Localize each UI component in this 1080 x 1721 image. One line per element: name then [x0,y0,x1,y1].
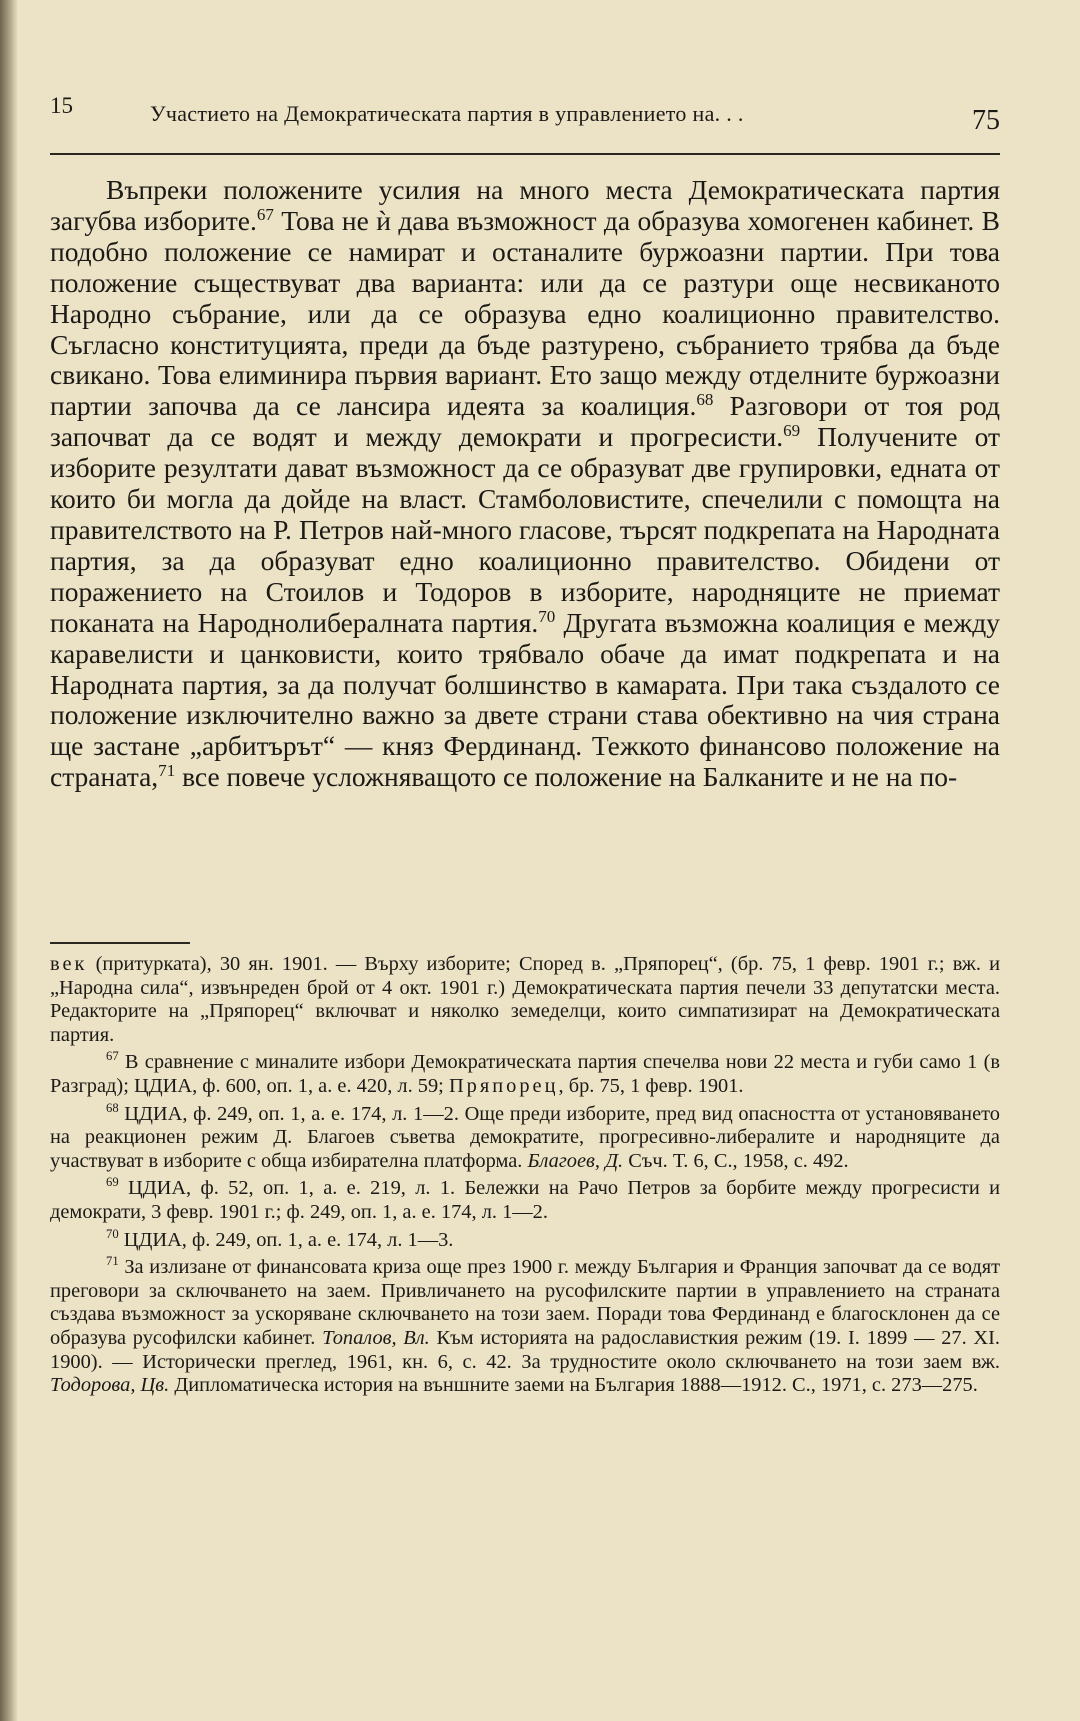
footnote-ref-71: 71 [158,761,176,781]
text-span: , бр. 75, 1 февр. 1901. [558,1074,744,1097]
text-span: В сравнение с миналите избори Демократическата партия спечелва нови 22 места и губи само 1 (в Разград); ЦДИА, ф. 600, оп. 1, а. е. 420, л. 59; [50,1051,1000,1097]
text-span: (притурката), 30 ян. 1901. — Върху изборите; Според в. „Пряпорец“, (бр. 75, 1 февр. 1901 г.; вж. и „Народна сила“, извънреден брой от 4 окт. 1901 г.) Демократическата партия печели 33 депутатски места. Редакторите на „Пряпорец“ включват и няколко земеделци, които симпатизират на Демократическата партия. [50,953,1000,1046]
footnote-67 [50,1051,1000,1098]
signature-mark: 15 [50,93,73,118]
text-span: Това не ѝ дава възможност да образува хомогенен кабинет. В подобно положение се намират и останалите буржоазни партии. При това положение съществуват два варианта: или да се разтури още несвиканото Народно събрание, или да се образува едно коалиционно правителство. Съгласно конституцията, преди да бъде разтурено, събранието трябва да бъде свикано. Това елиминира първия вариант. Ето защо между отделните буржоазни партии започва да се лансира идеята за коалиция. [50,204,1000,422]
running-header [40,85,1000,155]
text-span: Към историята на радослависткия режим (19. I. 1899 — 27. XI. 1900). — Исторически преглед, 1961, кн. 6, с. 42. За трудностите около сключването на този заем вж. [50,1326,1001,1373]
text-span: Въпреки положените усилия на много места Демократическата партия загубва изборите. [50,174,1000,236]
footnote-rule [50,942,190,944]
footnote-ref-68: 68 [696,390,714,410]
main-text [50,175,1000,793]
footnote-number: 69 [106,1175,119,1190]
footnote-number: 68 [106,1100,119,1115]
footnotes [50,953,1000,1402]
text-span: ЦДИА, ф. 249, оп. 1, а. е. 174, л. 1—3. [118,1228,454,1251]
footnote-number: 67 [106,1049,119,1064]
author-italic: Топалов, Вл. [322,1326,430,1349]
footnote-number: 70 [106,1226,119,1241]
author-italic: Благоев, Д. [527,1149,624,1172]
text-span: Другата възможна коалиция е между каравелисти и цанковисти, които трябвало обаче да имат подкрепата и на Народната партия, за да получат болшинство в камарата. При така създалото се положение изключително важно за двете страни става обективно на чия страна ще застане „арбитърът“ — княз Фердинанд. Тежкото финансово положение на страната, [50,606,1001,793]
text-span: Получените от изборите резултати дават възможност да се образуват две групировки, едната от които би могла да дойде на власт. Стамболовистите, спечелили с помощта на правителството на Р. Петров най-много гласове, търсят подкрепата на Народната партия, за да образуват едно коалиционно правителство. Обидени от поражението на Стоилов и Тодоров в изборите, народняците не приемат поканата на Народнолибералната партия. [50,421,1000,638]
spaced-title: век [50,953,88,975]
footnote-68 [50,1100,1000,1174]
text-span: все повече усложняващото се положение на Балканите и не на по- [175,761,958,793]
text-span: ЦДИА, ф. 249, оп. 1, а. е. 174, л. 1—2. Още преди изборите, пред вид опасността от установяването на реакционен режим Д. Благоев съветва демократите, прогресивно-либералите и народняците да участвуват в изборите с обща избирателна платформа. [50,1102,1000,1172]
footnote-continuation [50,953,1000,1047]
book-page [40,85,1000,1705]
text-span: Разговори от тоя род започват да се водят и между демократи и прогресисти. [50,390,1000,453]
footnote-69 [50,1177,1000,1224]
author-italic: Тодорова, Цв. [50,1374,170,1397]
footnote-71 [50,1256,1000,1398]
text-span: За излизане от финансовата криза още през 1900 г. между България и Франция започват да се водят преговори за сключването на заем. Привличането на русофилските партии в управлението на страната създава възможност за ускоряване сключването на този заем. Поради това Фердинанд е благосклонен да се образува русофилски кабинет. [50,1256,1000,1349]
footnote-ref-67: 67 [256,204,274,224]
spaced-title: Пряпорец [448,1074,559,1097]
footnote-ref-69: 69 [783,421,801,441]
footnote-ref-70: 70 [538,606,556,626]
header-rule [50,153,1000,155]
main-paragraph [50,175,1000,793]
page-number: 75 [972,105,1000,136]
footnote-number: 71 [106,1254,119,1269]
text-span: Съч. Т. 6, С., 1958, с. 492. [623,1149,849,1172]
text-span: Дипломатическа история на външните заеми на България 1888—1912. С., 1971, с. 273—275. [169,1374,978,1397]
running-title: Участието на Демократическата партия в управлението на. . . [150,101,744,126]
text-span: ЦДИА, ф. 52, оп. 1, а. е. 219, л. 1. Бележки на Рачо Петров за борбите между прогресисти и демократи, 3 февр. 1901 г.; ф. 249, оп. 1, а. е. 174, л. 1—2. [50,1177,1000,1223]
book-spine-shadow [0,0,18,1721]
footnote-70 [50,1226,1000,1253]
